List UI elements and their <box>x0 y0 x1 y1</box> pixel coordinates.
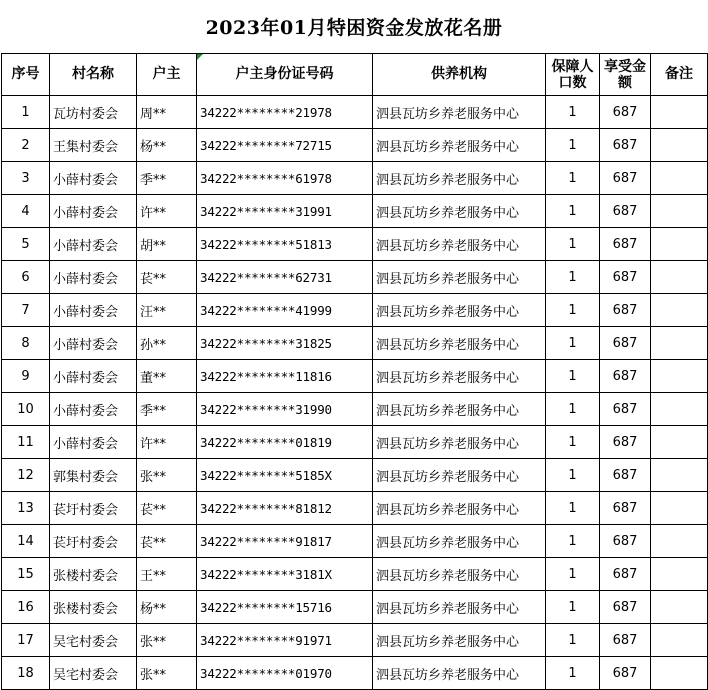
cell-remarks[interactable] <box>651 558 708 591</box>
cell-head[interactable]: 杨** <box>137 129 197 162</box>
cell-amount[interactable]: 687 <box>600 558 651 591</box>
cell-village[interactable]: 苌圩村委会 <box>50 525 137 558</box>
cell-remarks[interactable] <box>651 261 708 294</box>
cell-head[interactable]: 张** <box>137 657 197 690</box>
cell-idno[interactable]: 34222********51813 <box>197 228 373 261</box>
cell-seq[interactable]: 1 <box>2 96 50 129</box>
cell-people[interactable]: 1 <box>546 294 600 327</box>
cell-institution[interactable]: 泗县瓦坊乡养老服务中心 <box>373 558 546 591</box>
cell-idno[interactable]: 34222********31825 <box>197 327 373 360</box>
cell-remarks[interactable] <box>651 129 708 162</box>
cell-seq[interactable]: 4 <box>2 195 50 228</box>
table-row <box>2 96 708 129</box>
cell-people[interactable]: 1 <box>546 261 600 294</box>
cell-village[interactable]: 小薛村委会 <box>50 195 137 228</box>
cell-amount[interactable]: 687 <box>600 525 651 558</box>
cell-people[interactable]: 1 <box>546 96 600 129</box>
cell-seq[interactable]: 3 <box>2 162 50 195</box>
cell-village[interactable]: 王集村委会 <box>50 129 137 162</box>
cell-head[interactable]: 苌** <box>137 261 197 294</box>
cell-institution[interactable]: 泗县瓦坊乡养老服务中心 <box>373 261 546 294</box>
cell-amount[interactable]: 687 <box>600 492 651 525</box>
cell-institution[interactable]: 泗县瓦坊乡养老服务中心 <box>373 162 546 195</box>
cell-idno[interactable]: 34222********91817 <box>197 525 373 558</box>
cell-idno[interactable]: 34222********5185X <box>197 459 373 492</box>
table-row <box>2 459 708 492</box>
cell-seq[interactable]: 6 <box>2 261 50 294</box>
cell-people[interactable]: 1 <box>546 195 600 228</box>
table-row <box>2 129 708 162</box>
cell-seq[interactable]: 13 <box>2 492 50 525</box>
table-row <box>2 195 708 228</box>
cell-people[interactable]: 1 <box>546 129 600 162</box>
cell-remarks[interactable] <box>651 393 708 426</box>
cell-head[interactable]: 季** <box>137 393 197 426</box>
cell-head[interactable]: 张** <box>137 459 197 492</box>
cell-village[interactable]: 苌圩村委会 <box>50 492 137 525</box>
header-remarks[interactable]: 备注 <box>651 54 708 96</box>
cell-seq[interactable]: 9 <box>2 360 50 393</box>
cell-amount[interactable]: 687 <box>600 228 651 261</box>
cell-institution[interactable]: 泗县瓦坊乡养老服务中心 <box>373 393 546 426</box>
cell-idno[interactable]: 34222********62731 <box>197 261 373 294</box>
header-amount[interactable]: 享受金额 <box>600 54 651 96</box>
cell-amount[interactable]: 687 <box>600 261 651 294</box>
cell-remarks[interactable] <box>651 525 708 558</box>
cell-institution[interactable]: 泗县瓦坊乡养老服务中心 <box>373 459 546 492</box>
table-row <box>2 393 708 426</box>
cell-amount[interactable]: 687 <box>600 459 651 492</box>
table-row <box>2 327 708 360</box>
cell-village[interactable]: 小薛村委会 <box>50 426 137 459</box>
cell-remarks[interactable] <box>651 327 708 360</box>
cell-people[interactable]: 1 <box>546 525 600 558</box>
cell-remarks[interactable] <box>651 426 708 459</box>
cell-village[interactable]: 小薛村委会 <box>50 162 137 195</box>
cell-head[interactable]: 许** <box>137 426 197 459</box>
cell-idno[interactable]: 34222********61978 <box>197 162 373 195</box>
cell-remarks[interactable] <box>651 228 708 261</box>
cell-village[interactable]: 小薛村委会 <box>50 261 137 294</box>
table-row <box>2 525 708 558</box>
table-row <box>2 492 708 525</box>
cell-village[interactable]: 吴宅村委会 <box>50 657 137 690</box>
table-row <box>2 426 708 459</box>
page-title: 2023年01月特困资金发放花名册 <box>205 17 503 39</box>
cell-village[interactable]: 张楼村委会 <box>50 591 137 624</box>
cell-head[interactable]: 杨** <box>137 591 197 624</box>
cell-institution[interactable]: 泗县瓦坊乡养老服务中心 <box>373 525 546 558</box>
cell-remarks[interactable] <box>651 591 708 624</box>
header-institution[interactable]: 供养机构 <box>373 54 546 96</box>
cell-head[interactable]: 王** <box>137 558 197 591</box>
cell-idno[interactable]: 34222********3181X <box>197 558 373 591</box>
cell-idno[interactable]: 34222********15716 <box>197 591 373 624</box>
cell-people[interactable]: 1 <box>546 591 600 624</box>
cell-institution[interactable]: 泗县瓦坊乡养老服务中心 <box>373 492 546 525</box>
cell-amount[interactable]: 687 <box>600 195 651 228</box>
cell-head[interactable]: 张** <box>137 624 197 657</box>
cell-village[interactable]: 小薛村委会 <box>50 360 137 393</box>
cell-people[interactable]: 1 <box>546 393 600 426</box>
cell-seq[interactable]: 7 <box>2 294 50 327</box>
cell-seq[interactable]: 11 <box>2 426 50 459</box>
cell-seq[interactable]: 15 <box>2 558 50 591</box>
cell-people[interactable]: 1 <box>546 492 600 525</box>
cell-amount[interactable]: 687 <box>600 393 651 426</box>
cell-village[interactable]: 瓦坊村委会 <box>50 96 137 129</box>
cell-institution[interactable]: 泗县瓦坊乡养老服务中心 <box>373 360 546 393</box>
cell-idno[interactable]: 34222********11816 <box>197 360 373 393</box>
cell-village[interactable]: 小薛村委会 <box>50 327 137 360</box>
table-row <box>2 162 708 195</box>
cell-people[interactable]: 1 <box>546 624 600 657</box>
cell-remarks[interactable] <box>651 624 708 657</box>
cell-head[interactable]: 胡** <box>137 228 197 261</box>
cell-amount[interactable]: 687 <box>600 294 651 327</box>
cell-people[interactable]: 1 <box>546 426 600 459</box>
cell-idno[interactable]: 34222********31990 <box>197 393 373 426</box>
cell-village[interactable]: 小薛村委会 <box>50 393 137 426</box>
table-row <box>2 294 708 327</box>
cell-institution[interactable]: 泗县瓦坊乡养老服务中心 <box>373 228 546 261</box>
cell-seq[interactable]: 16 <box>2 591 50 624</box>
table-body <box>2 96 708 690</box>
cell-amount[interactable]: 687 <box>600 360 651 393</box>
cell-amount[interactable]: 687 <box>600 129 651 162</box>
header-people[interactable]: 保障人口数 <box>546 54 600 96</box>
cell-remarks[interactable] <box>651 492 708 525</box>
table-row <box>2 624 708 657</box>
cell-institution[interactable]: 泗县瓦坊乡养老服务中心 <box>373 129 546 162</box>
table-row <box>2 558 708 591</box>
cell-head[interactable]: 孙** <box>137 327 197 360</box>
table-row <box>2 261 708 294</box>
cell-people[interactable]: 1 <box>546 228 600 261</box>
cell-head[interactable]: 苌** <box>137 492 197 525</box>
cell-head[interactable]: 许** <box>137 195 197 228</box>
cell-seq[interactable]: 18 <box>2 657 50 690</box>
cell-village[interactable]: 吴宅村委会 <box>50 624 137 657</box>
table-row <box>2 228 708 261</box>
cell-seq[interactable]: 2 <box>2 129 50 162</box>
cell-amount[interactable]: 687 <box>600 426 651 459</box>
cell-institution[interactable]: 泗县瓦坊乡养老服务中心 <box>373 591 546 624</box>
cell-people[interactable]: 1 <box>546 459 600 492</box>
cell-institution[interactable]: 泗县瓦坊乡养老服务中心 <box>373 327 546 360</box>
header-village[interactable]: 村名称 <box>50 54 137 96</box>
cell-institution[interactable]: 泗县瓦坊乡养老服务中心 <box>373 657 546 690</box>
cell-people[interactable]: 1 <box>546 657 600 690</box>
cell-head[interactable]: 董** <box>137 360 197 393</box>
table-row <box>2 591 708 624</box>
cell-amount[interactable]: 687 <box>600 624 651 657</box>
table-row <box>2 360 708 393</box>
table-row <box>2 657 708 690</box>
cell-idno[interactable]: 34222********01970 <box>197 657 373 690</box>
cell-head[interactable]: 周** <box>137 96 197 129</box>
cell-head[interactable]: 苌** <box>137 525 197 558</box>
cell-seq[interactable]: 12 <box>2 459 50 492</box>
cell-idno[interactable]: 34222********21978 <box>197 96 373 129</box>
cell-idno[interactable]: 34222********01819 <box>197 426 373 459</box>
cell-amount[interactable]: 687 <box>600 162 651 195</box>
cell-seq[interactable]: 14 <box>2 525 50 558</box>
cell-village[interactable]: 小薛村委会 <box>50 228 137 261</box>
cell-seq[interactable]: 5 <box>2 228 50 261</box>
cell-remarks[interactable] <box>651 162 708 195</box>
cell-idno[interactable]: 34222********91971 <box>197 624 373 657</box>
cell-amount[interactable]: 687 <box>600 327 651 360</box>
cell-people[interactable]: 1 <box>546 162 600 195</box>
header-row <box>2 54 708 96</box>
cell-remarks[interactable] <box>651 195 708 228</box>
roster-table <box>1 53 708 690</box>
cell-people[interactable]: 1 <box>546 327 600 360</box>
header-head[interactable]: 户主 <box>137 54 197 96</box>
cell-idno[interactable]: 34222********81812 <box>197 492 373 525</box>
cell-people[interactable]: 1 <box>546 360 600 393</box>
cell-head[interactable]: 季** <box>137 162 197 195</box>
cell-seq[interactable]: 17 <box>2 624 50 657</box>
cell-amount[interactable]: 687 <box>600 591 651 624</box>
cell-amount[interactable]: 687 <box>600 96 651 129</box>
cell-institution[interactable]: 泗县瓦坊乡养老服务中心 <box>373 624 546 657</box>
cell-idno[interactable]: 34222********41999 <box>197 294 373 327</box>
header-seq[interactable]: 序号 <box>2 54 50 96</box>
cell-institution[interactable]: 泗县瓦坊乡养老服务中心 <box>373 294 546 327</box>
cell-village[interactable]: 张楼村委会 <box>50 558 137 591</box>
cell-village[interactable]: 小薛村委会 <box>50 294 137 327</box>
cell-amount[interactable]: 687 <box>600 657 651 690</box>
cell-seq[interactable]: 8 <box>2 327 50 360</box>
cell-remarks[interactable] <box>651 294 708 327</box>
cell-remarks[interactable] <box>651 96 708 129</box>
cell-head[interactable]: 汪** <box>137 294 197 327</box>
cell-seq[interactable]: 10 <box>2 393 50 426</box>
cell-remarks[interactable] <box>651 360 708 393</box>
cell-remarks[interactable] <box>651 657 708 690</box>
cell-village[interactable]: 郭集村委会 <box>50 459 137 492</box>
cell-people[interactable]: 1 <box>546 558 600 591</box>
cell-institution[interactable]: 泗县瓦坊乡养老服务中心 <box>373 426 546 459</box>
cell-idno[interactable]: 34222********72715 <box>197 129 373 162</box>
cell-institution[interactable]: 泗县瓦坊乡养老服务中心 <box>373 96 546 129</box>
header-idno[interactable]: 户主身份证号码 <box>197 54 373 96</box>
cell-institution[interactable]: 泗县瓦坊乡养老服务中心 <box>373 195 546 228</box>
cell-remarks[interactable] <box>651 459 708 492</box>
cell-idno[interactable]: 34222********31991 <box>197 195 373 228</box>
